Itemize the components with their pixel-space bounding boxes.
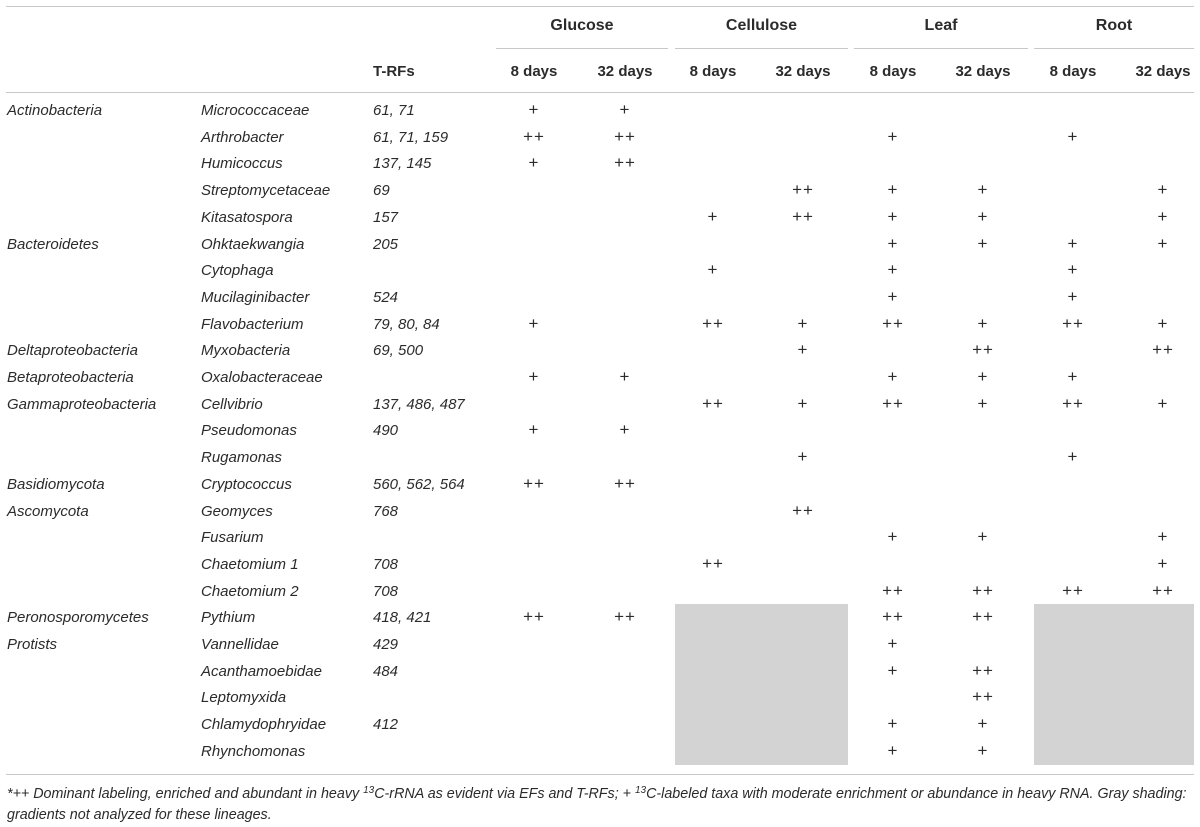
trfs-cell: 137, 145 (373, 155, 432, 173)
footnote-sup-2: 13 (634, 785, 647, 796)
table-bottom-rule (6, 774, 1194, 775)
trfs-header: T-RFs (373, 63, 415, 80)
day-header-leaf-32: 32 days (955, 63, 1011, 80)
label-mark: ++ (702, 313, 724, 333)
label-mark: + (1157, 393, 1169, 413)
taxon-cell: Oxalobacteraceae (201, 369, 323, 386)
label-mark: + (797, 340, 809, 360)
label-mark: + (977, 367, 989, 386)
label-mark: + (887, 126, 899, 146)
label-mark: + (1157, 206, 1169, 226)
day-header-cellulose-8: 8 days (689, 63, 737, 80)
taxon-cell: Pythium (201, 609, 256, 627)
label-mark: ++ (792, 180, 814, 200)
label-mark: ++ (614, 153, 636, 173)
label-mark: + (1067, 367, 1079, 386)
label-mark: ++ (523, 126, 545, 146)
label-mark: + (977, 714, 989, 734)
header-bottom-rule (6, 92, 1194, 93)
trfs-cell: 484 (373, 662, 399, 680)
group-rule-leaf (854, 48, 1028, 49)
label-mark: + (887, 286, 899, 306)
label-mark: + (887, 660, 899, 680)
cellulose-unanalyzed-shading (675, 604, 848, 765)
label-mark: ++ (1152, 340, 1174, 360)
phylum-cell: Gammaproteobacteria (7, 395, 157, 413)
trfs-cell: 418, 421 (373, 609, 432, 627)
phylum-cell: Bacteroidetes (7, 235, 99, 253)
label-mark: + (1067, 260, 1079, 280)
label-mark: ++ (1062, 580, 1084, 600)
label-mark: ++ (882, 607, 904, 627)
phylum-cell: Deltaproteobacteria (7, 342, 138, 360)
taxon-cell: Cytophaga (201, 262, 274, 280)
label-mark: + (977, 206, 989, 226)
day-header-root-8: 8 days (1049, 63, 1097, 80)
group-header-root: Root (1095, 17, 1133, 34)
day-header-glucose-8: 8 days (510, 63, 558, 80)
taxon-cell: Cellvibrio (201, 395, 263, 413)
label-mark: + (977, 740, 989, 760)
taxon-cell: Vannellidae (201, 636, 279, 653)
trfs-cell: 69 (373, 182, 390, 200)
label-mark: + (1157, 233, 1169, 253)
label-mark: + (887, 634, 899, 653)
day-header-root-32: 32 days (1135, 63, 1191, 80)
table-footnote (7, 784, 1197, 826)
taxon-cell: Mucilaginibacter (201, 288, 310, 306)
label-mark: ++ (972, 607, 994, 627)
label-mark: + (707, 206, 719, 226)
label-mark: ++ (972, 660, 994, 680)
trfs-cell: 137, 486, 487 (373, 395, 465, 413)
label-mark: + (528, 313, 540, 333)
taxon-cell: Rhynchomonas (201, 742, 306, 760)
taxon-cell: Acanthamoebidae (201, 662, 322, 680)
label-mark: ++ (972, 580, 994, 600)
trfs-cell: 560, 562, 564 (373, 475, 465, 493)
taxon-cell: Flavobacterium (201, 315, 304, 333)
label-mark: ++ (972, 340, 994, 360)
label-mark: + (619, 100, 631, 119)
phylum-cell: Protists (7, 636, 58, 653)
trfs-cell: 205 (373, 235, 399, 253)
label-mark: + (887, 233, 899, 253)
group-header-cellulose: Cellulose (725, 17, 798, 34)
taxon-cell: Chaetomium 1 (201, 555, 299, 573)
label-mark: ++ (702, 553, 724, 573)
day-header-cellulose-32: 32 days (775, 63, 831, 80)
footnote-sup-1: 13 (363, 785, 375, 796)
label-mark: + (619, 367, 631, 386)
taxon-cell: Pseudomonas (201, 422, 297, 440)
group-header-leaf: Leaf (924, 17, 958, 34)
label-mark: + (977, 313, 989, 333)
label-mark: + (1067, 286, 1079, 306)
label-mark: + (528, 153, 540, 173)
phylum-cell: Basidiomycota (7, 475, 105, 493)
trfs-cell: 79, 80, 84 (373, 315, 440, 333)
label-mark: + (528, 100, 540, 119)
taxon-cell: Streptomycetaceae (201, 182, 331, 200)
label-mark: + (1157, 527, 1169, 547)
label-mark: ++ (614, 607, 636, 627)
trfs-cell: 708 (373, 582, 399, 600)
taxon-cell: Myxobacteria (201, 342, 291, 360)
label-mark: ++ (882, 580, 904, 600)
trfs-cell: 708 (373, 555, 399, 573)
trfs-cell: 61, 71 (373, 102, 415, 119)
label-mark: ++ (1062, 313, 1084, 333)
label-mark: ++ (1062, 393, 1084, 413)
label-mark: + (1067, 126, 1079, 146)
trfs-cell: 157 (373, 208, 399, 226)
label-mark: + (528, 420, 540, 440)
label-mark: ++ (882, 313, 904, 333)
taxon-cell: Kitasatospora (201, 208, 293, 226)
trfs-cell: 69, 500 (373, 342, 424, 360)
footnote-part-1: *++ Dominant labeling, enriched and abundant in heavy (7, 786, 364, 802)
trfs-cell: 429 (373, 636, 399, 653)
day-header-leaf-8: 8 days (869, 63, 917, 80)
label-mark: + (797, 393, 809, 413)
label-mark: + (887, 740, 899, 760)
phylum-cell: Betaproteobacteria (7, 369, 134, 386)
label-mark: + (797, 447, 809, 467)
top-rule (6, 6, 1194, 7)
label-mark: + (887, 206, 899, 226)
label-mark: ++ (972, 687, 994, 707)
label-mark: ++ (523, 473, 545, 493)
taxon-cell: Chaetomium 2 (201, 582, 299, 600)
taxon-cell: Cryptococcus (201, 475, 292, 493)
label-mark: ++ (614, 126, 636, 146)
trfs-cell: 412 (373, 716, 399, 734)
day-header-glucose-32: 32 days (597, 63, 653, 80)
taxon-cell: Ohktaekwangia (201, 235, 305, 253)
label-mark: + (619, 420, 631, 440)
label-mark: ++ (702, 393, 724, 413)
taxon-cell: Leptomyxida (201, 689, 287, 707)
phylum-cell: Ascomycota (7, 502, 89, 520)
trfs-cell: 524 (373, 288, 399, 306)
group-header-glucose: Glucose (550, 17, 614, 34)
label-mark: + (1067, 233, 1079, 253)
label-mark: ++ (614, 473, 636, 493)
phylum-cell: Actinobacteria (7, 102, 103, 119)
footnote-part-2: C-rRNA as evident via EFs and T-RFs; + (374, 786, 635, 802)
label-mark: + (977, 180, 989, 200)
label-mark: + (977, 393, 989, 413)
taxon-cell: Fusarium (201, 529, 264, 547)
trfs-cell: 61, 71, 159 (373, 128, 449, 146)
taxon-cell: Chlamydophryidae (201, 716, 327, 734)
group-rule-cellulose (675, 48, 848, 49)
footnote-part-3: C-labeled taxa with moderate enrichment or abundance in heavy RNA. Gray shading: gradients not analyzed for these lineages. (7, 786, 1187, 823)
label-mark: + (887, 527, 899, 547)
trfs-cell: 490 (373, 422, 399, 440)
label-mark: + (887, 180, 899, 200)
label-mark: ++ (882, 393, 904, 413)
taxon-cell: Rugamonas (201, 449, 282, 467)
label-mark: + (797, 313, 809, 333)
taxon-cell: Arthrobacter (201, 128, 284, 146)
label-mark: + (1157, 553, 1169, 573)
label-mark: + (1157, 313, 1169, 333)
phylum-cell: Peronosporomycetes (7, 609, 149, 627)
label-mark: ++ (1152, 580, 1174, 600)
label-mark: + (977, 233, 989, 253)
taxon-cell: Humicoccus (201, 155, 283, 173)
label-mark: + (1067, 447, 1079, 467)
label-mark: + (887, 367, 899, 386)
label-mark: + (887, 260, 899, 280)
taxon-cell: Micrococcaceae (201, 102, 310, 119)
label-mark: + (1157, 180, 1169, 200)
label-mark: ++ (792, 206, 814, 226)
label-mark: + (707, 260, 719, 280)
label-mark: + (887, 714, 899, 734)
label-mark: + (977, 527, 989, 547)
label-mark: + (528, 367, 540, 386)
group-rule-glucose (496, 48, 668, 49)
taxon-cell: Geomyces (201, 502, 273, 520)
trfs-cell: 768 (373, 502, 399, 520)
group-rule-root (1034, 48, 1194, 49)
root-unanalyzed-shading (1034, 604, 1194, 765)
label-mark: ++ (792, 500, 814, 520)
label-mark: ++ (523, 607, 545, 627)
